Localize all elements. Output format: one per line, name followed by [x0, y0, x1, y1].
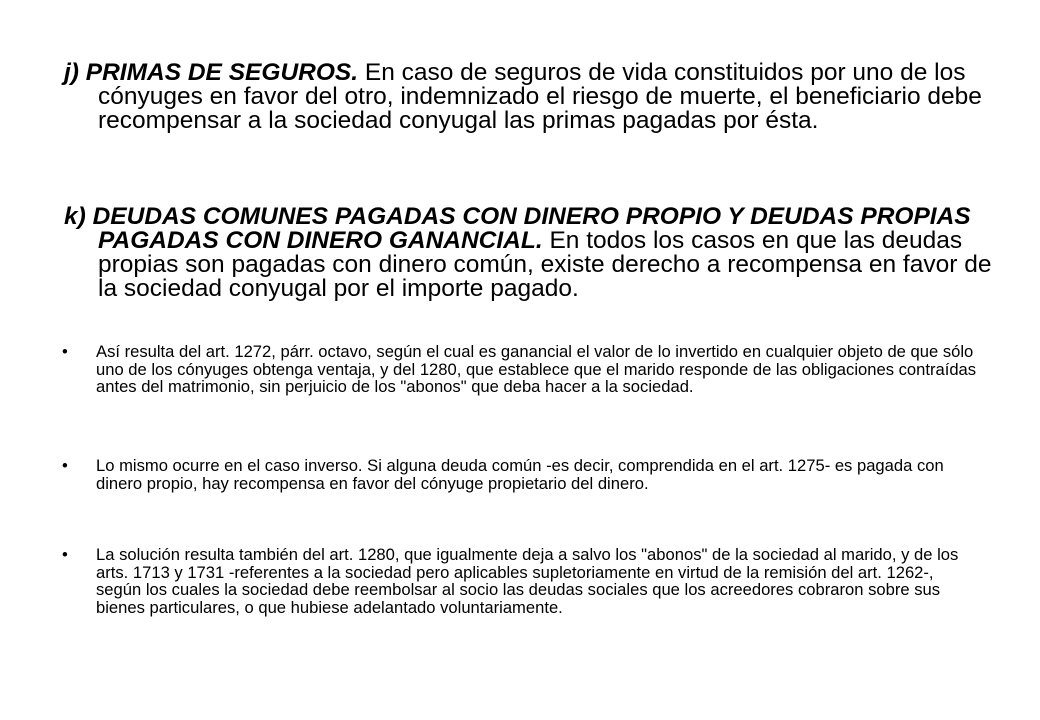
bullet-marker: •: [62, 545, 68, 564]
paragraph-primas-de-seguros: [64, 61, 1004, 133]
bullet-marker: •: [62, 456, 68, 475]
bullet-text: Así resulta del art. 1272, párr. octavo, según el cual es ganancial el valor de lo invertido en cualquier objeto de que sólo uno de los cónyuges obtenga ventaja, y del 1280, que establece que el marido responde de las obligaciones contraídas antes del matrimonio, sin perjuicio de los "abonos" que deba hacer a la sociedad.: [96, 342, 977, 397]
bullet-text: La solución resulta también del art. 1280, que igualmente deja a salvo los "abonos" de la sociedad al marido, y de los arts. 1713 y 1731 -referentes a la sociedad pero aplicables supletoriamente en virtud de la remisión del art. 1262-, según los cuales la sociedad debe reembolsar al socio las deudas sociales que los acreedores cobraron sobre sus bienes particulares, o que hubiese adelantado voluntariamente.: [96, 545, 959, 617]
bullet-item: [62, 457, 982, 492]
paragraph-heading: j) PRIMAS DE SEGUROS.: [64, 59, 359, 86]
bullet-item: [62, 546, 982, 616]
bullet-marker: •: [62, 342, 68, 361]
bullet-text: Lo mismo ocurre en el caso inverso. Si alguna deuda común -es decir, comprendida en el art. 1275- es pagada con dinero propio, hay recompensa en favor del cónyuge propietario del dinero.: [96, 456, 944, 493]
paragraph-deudas-comunes: [64, 205, 1004, 301]
bullet-item: [62, 343, 982, 396]
paragraph-body: En todos los casos en que las deudas propias son pagadas con dinero común, existe derecho a recompensa en favor de la sociedad conyugal por el importe pagado.: [98, 227, 992, 302]
paragraph-body: En caso de seguros de vida constituidos por uno de los cónyuges en favor del otro, indemnizado el riesgo de muerte, el beneficiario debe recompensar a la sociedad conyugal las primas pagadas por ésta.: [98, 59, 982, 134]
paragraph-heading: k) DEUDAS COMUNES PAGADAS CON DINERO PROPIO Y DEUDAS PROPIAS PAGADAS CON DINERO GANANCIAL.: [64, 203, 971, 254]
